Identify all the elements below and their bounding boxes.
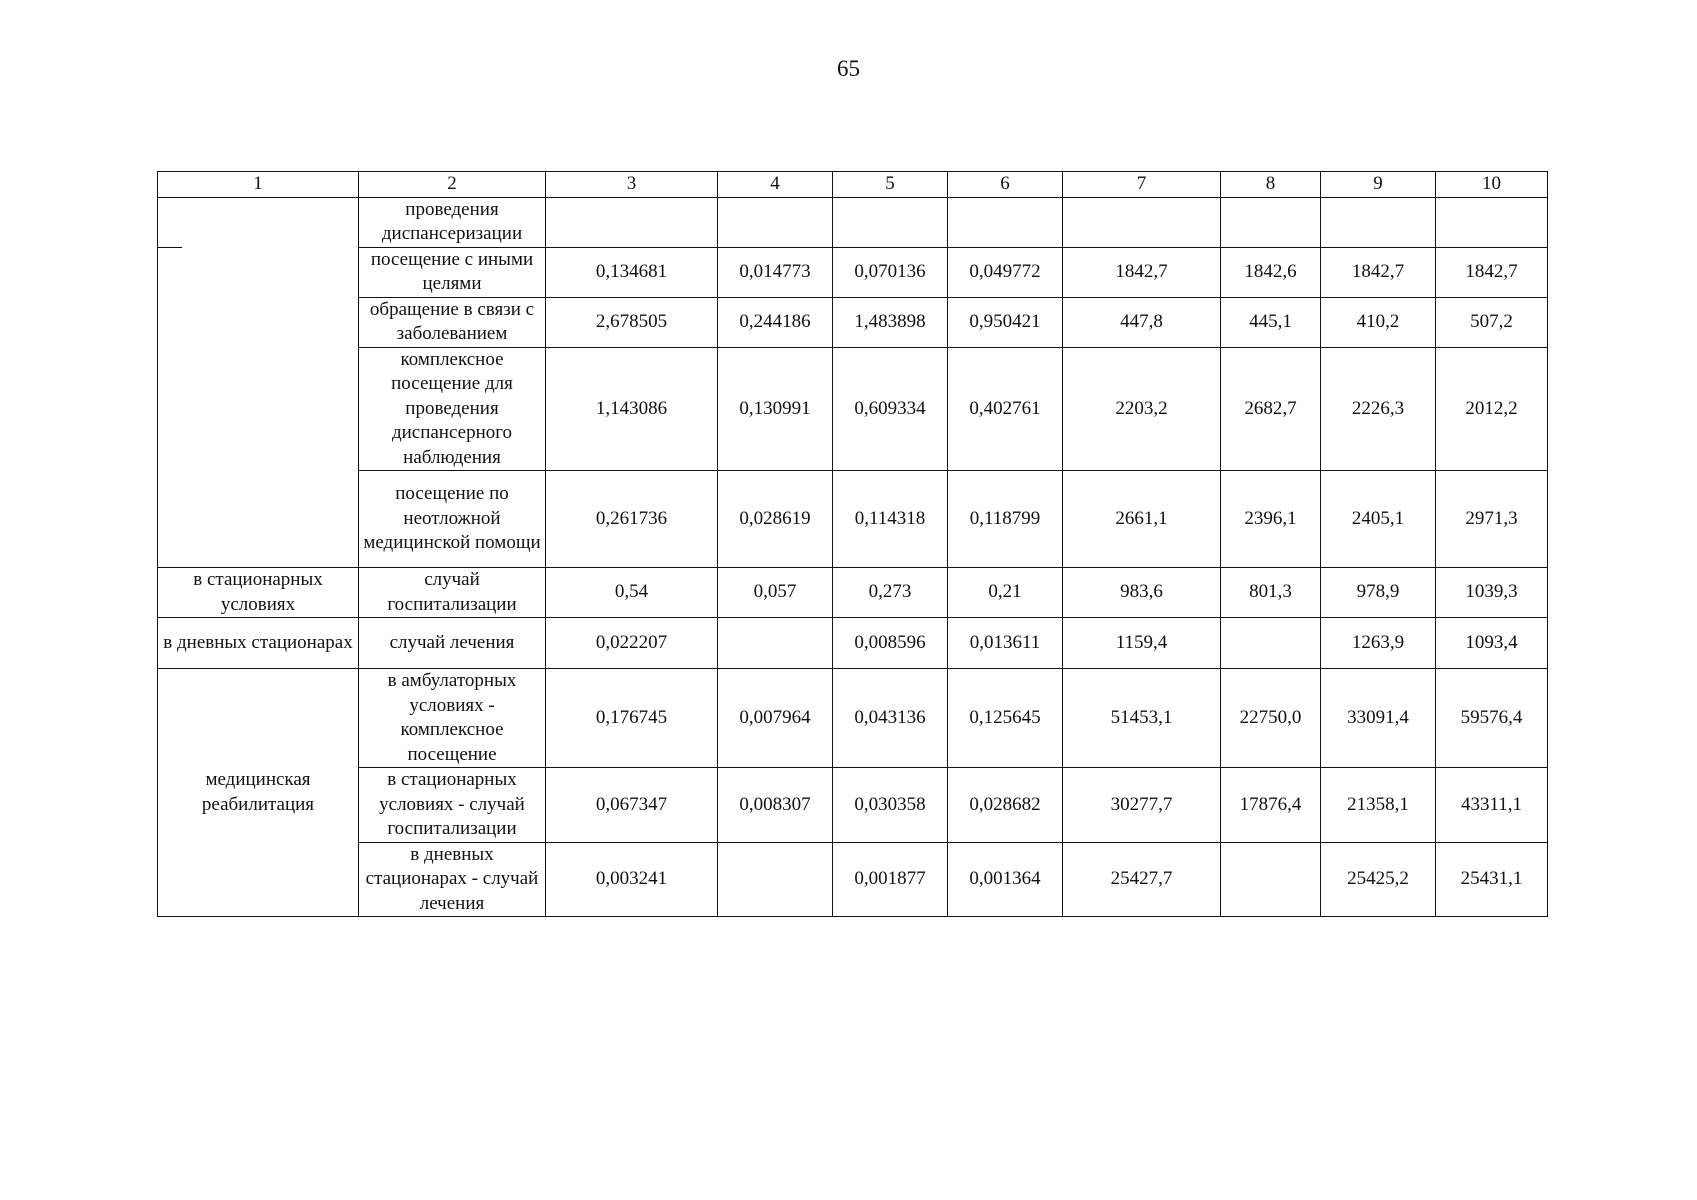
value-cell-col-7: 2661,1: [1063, 471, 1221, 568]
value-cell-col-8: [1221, 618, 1321, 669]
unit-cell: в амбулаторных условиях - комплексное посещение: [359, 669, 546, 768]
value-cell-col-6: [948, 197, 1063, 247]
value-cell-col-8: 2396,1: [1221, 471, 1321, 568]
value-cell-col-8: 1842,6: [1221, 247, 1321, 297]
value-cell-col-10: [1436, 197, 1548, 247]
value-cell-col-3: 0,261736: [546, 471, 718, 568]
value-cell-col-6: 0,028682: [948, 768, 1063, 843]
value-cell-col-9: 1263,9: [1321, 618, 1436, 669]
unit-cell: случай госпитализации: [359, 568, 546, 618]
data-table: [157, 171, 1548, 917]
column-header-1: 1: [158, 172, 359, 198]
value-cell-col-10: 1039,3: [1436, 568, 1548, 618]
value-cell-col-6: 0,118799: [948, 471, 1063, 568]
value-cell-col-5: [833, 197, 948, 247]
table-row: [158, 669, 1548, 768]
table-body: [158, 172, 1548, 917]
value-cell-col-10: 2971,3: [1436, 471, 1548, 568]
column-header-6: 6: [948, 172, 1063, 198]
value-cell-col-7: 983,6: [1063, 568, 1221, 618]
value-cell-col-5: 0,043136: [833, 669, 948, 768]
value-cell-col-10: 1093,4: [1436, 618, 1548, 669]
table-row: [158, 247, 1548, 297]
value-cell-col-8: [1221, 842, 1321, 917]
category-cell: медицинская реабилитация: [158, 669, 359, 917]
value-cell-col-10: 2012,2: [1436, 347, 1548, 471]
value-cell-col-7: 25427,7: [1063, 842, 1221, 917]
column-header-2: 2: [359, 172, 546, 198]
value-cell-col-8: 22750,0: [1221, 669, 1321, 768]
value-cell-col-7: 51453,1: [1063, 669, 1221, 768]
value-cell-col-3: 2,678505: [546, 297, 718, 347]
value-cell-col-7: 2203,2: [1063, 347, 1221, 471]
value-cell-col-3: 1,143086: [546, 347, 718, 471]
value-cell-col-9: 978,9: [1321, 568, 1436, 618]
value-cell-col-3: 0,067347: [546, 768, 718, 843]
unit-cell: посещение по неотложной медицинской помощи: [359, 471, 546, 568]
table-row: [158, 618, 1548, 669]
value-cell-col-7: 30277,7: [1063, 768, 1221, 843]
value-cell-col-4: 0,008307: [718, 768, 833, 843]
unit-cell: случай лечения: [359, 618, 546, 669]
value-cell-col-9: 21358,1: [1321, 768, 1436, 843]
value-cell-col-4: [718, 842, 833, 917]
value-cell-col-4: [718, 197, 833, 247]
value-cell-col-8: 17876,4: [1221, 768, 1321, 843]
table-row: [158, 768, 1548, 843]
value-cell-col-6: 0,125645: [948, 669, 1063, 768]
value-cell-col-3: 0,003241: [546, 842, 718, 917]
value-cell-col-5: 1,483898: [833, 297, 948, 347]
value-cell-col-6: 0,950421: [948, 297, 1063, 347]
column-header-3: 3: [546, 172, 718, 198]
margin-mark: [158, 247, 182, 248]
table-row: [158, 471, 1548, 568]
value-cell-col-3: 0,54: [546, 568, 718, 618]
value-cell-col-9: [1321, 197, 1436, 247]
value-cell-col-10: 507,2: [1436, 297, 1548, 347]
value-cell-col-4: 0,014773: [718, 247, 833, 297]
value-cell-col-10: 43311,1: [1436, 768, 1548, 843]
unit-cell: в стационарных условиях - случай госпитализации: [359, 768, 546, 843]
value-cell-col-8: 801,3: [1221, 568, 1321, 618]
page-number: 65: [837, 56, 860, 81]
value-cell-col-8: 2682,7: [1221, 347, 1321, 471]
value-cell-col-5: 0,001877: [833, 842, 948, 917]
category-cell: [158, 197, 359, 568]
value-cell-col-5: 0,273: [833, 568, 948, 618]
unit-cell: посещение с иными целями: [359, 247, 546, 297]
column-header-10: 10: [1436, 172, 1548, 198]
value-cell-col-9: 25425,2: [1321, 842, 1436, 917]
value-cell-col-4: 0,007964: [718, 669, 833, 768]
value-cell-col-7: 1842,7: [1063, 247, 1221, 297]
value-cell-col-9: 410,2: [1321, 297, 1436, 347]
value-cell-col-10: 25431,1: [1436, 842, 1548, 917]
column-header-8: 8: [1221, 172, 1321, 198]
value-cell-col-4: 0,244186: [718, 297, 833, 347]
unit-cell: в дневных стационарах - случай лечения: [359, 842, 546, 917]
value-cell-col-5: 0,008596: [833, 618, 948, 669]
unit-cell: проведения диспансеризации: [359, 197, 546, 247]
value-cell-col-3: 0,176745: [546, 669, 718, 768]
value-cell-col-8: [1221, 197, 1321, 247]
value-cell-col-9: 2405,1: [1321, 471, 1436, 568]
value-cell-col-6: 0,402761: [948, 347, 1063, 471]
value-cell-col-10: 59576,4: [1436, 669, 1548, 768]
value-cell-col-5: 0,070136: [833, 247, 948, 297]
value-cell-col-6: 0,21: [948, 568, 1063, 618]
category-cell: в стационарных условиях: [158, 568, 359, 618]
header-row: [158, 172, 1548, 198]
value-cell-col-7: 1159,4: [1063, 618, 1221, 669]
unit-cell: комплексное посещение для проведения диспансерного наблюдения: [359, 347, 546, 471]
value-cell-col-5: 0,114318: [833, 471, 948, 568]
table-row: [158, 297, 1548, 347]
value-cell-col-10: 1842,7: [1436, 247, 1548, 297]
value-cell-col-9: 1842,7: [1321, 247, 1436, 297]
table-row: [158, 842, 1548, 917]
value-cell-col-5: 0,030358: [833, 768, 948, 843]
value-cell-col-8: 445,1: [1221, 297, 1321, 347]
category-cell: в дневных стационарах: [158, 618, 359, 669]
value-cell-col-9: 33091,4: [1321, 669, 1436, 768]
value-cell-col-3: [546, 197, 718, 247]
value-cell-col-3: 0,134681: [546, 247, 718, 297]
column-header-4: 4: [718, 172, 833, 198]
value-cell-col-4: 0,130991: [718, 347, 833, 471]
column-header-7: 7: [1063, 172, 1221, 198]
column-header-9: 9: [1321, 172, 1436, 198]
table-row: [158, 197, 1548, 247]
value-cell-col-4: 0,028619: [718, 471, 833, 568]
value-cell-col-7: 447,8: [1063, 297, 1221, 347]
unit-cell: обращение в связи с заболеванием: [359, 297, 546, 347]
column-header-5: 5: [833, 172, 948, 198]
value-cell-col-3: 0,022207: [546, 618, 718, 669]
value-cell-col-4: [718, 618, 833, 669]
value-cell-col-6: 0,013611: [948, 618, 1063, 669]
value-cell-col-6: 0,049772: [948, 247, 1063, 297]
value-cell-col-6: 0,001364: [948, 842, 1063, 917]
table-row: [158, 568, 1548, 618]
value-cell-col-9: 2226,3: [1321, 347, 1436, 471]
value-cell-col-5: 0,609334: [833, 347, 948, 471]
value-cell-col-7: [1063, 197, 1221, 247]
table-row: [158, 347, 1548, 471]
value-cell-col-4: 0,057: [718, 568, 833, 618]
